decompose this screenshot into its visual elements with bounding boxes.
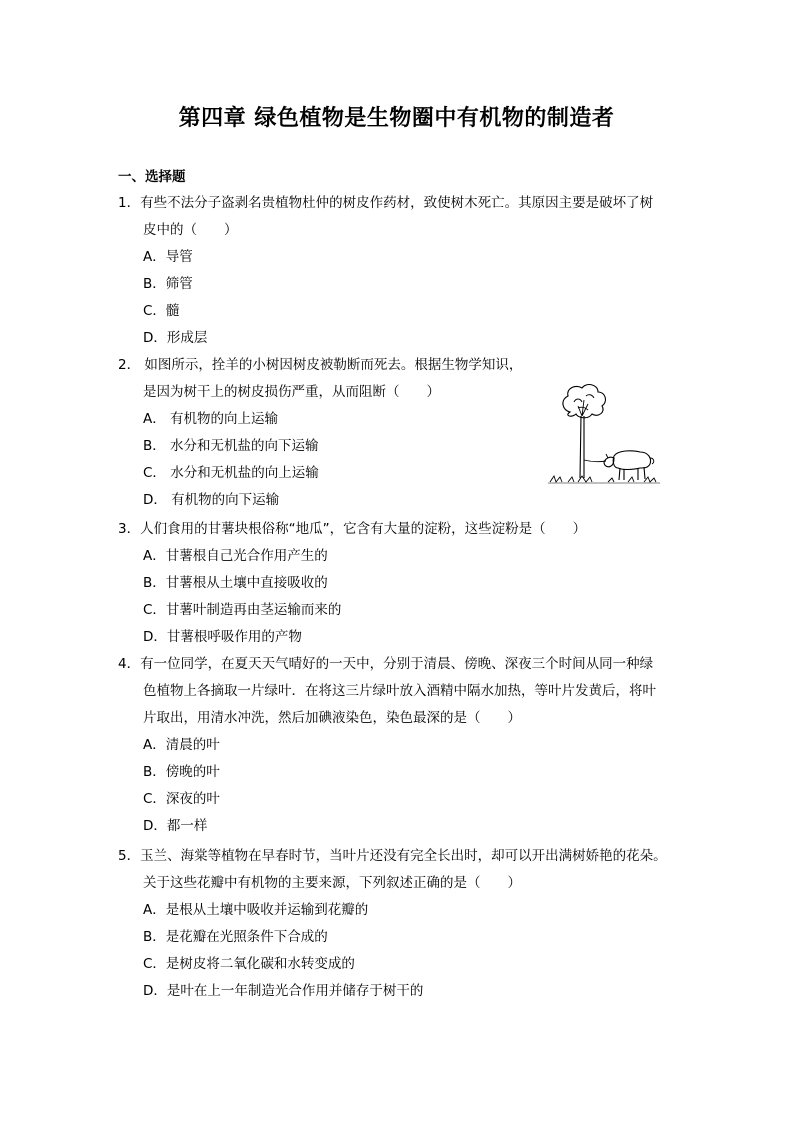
question-5-option-a: A．是根从土壤中吸收并运输到花瓣的 — [143, 902, 369, 918]
question-2-line-1: 2． 如图所示，拴羊的小树因树皮被勒断而死去。根据生物学知识， — [118, 357, 523, 373]
question-4-option-a: A．清晨的叶 — [143, 737, 220, 753]
question-3-option-d: D．甘薯根呼吸作用的产物 — [143, 629, 302, 645]
question-4-option-c: C．深夜的叶 — [143, 791, 220, 807]
question-4-line-2: 色植物上各摘取一片绿叶．在将这三片绿叶放入酒精中隔水加热，等叶片发黄后，将叶 — [143, 683, 656, 699]
question-4-option-d: D．都一样 — [143, 818, 208, 834]
question-1-option-a: A．导管 — [143, 249, 193, 265]
question-3-option-a: A．甘薯根自己光合作用产生的 — [143, 548, 328, 564]
question-1-line-1: 1．有些不法分子盗剥名贵植物杜仲的树皮作药材，致使树木死亡。其原因主要是破坏了树 — [118, 195, 654, 211]
page-title: 第四章 绿色植物是生物圈中有机物的制造者 — [178, 106, 615, 131]
question-4-option-b: B．傍晚的叶 — [143, 764, 220, 780]
question-5-line-2: 关于这些花瓣中有机物的主要来源，下列叙述正确的是（ ） — [143, 875, 521, 891]
question-5-option-b: B．是花瓣在光照条件下合成的 — [143, 929, 328, 945]
question-2-option-a: A． 有机物的向上运输 — [143, 411, 279, 427]
question-5-option-d: D．是叶在上一年制造光合作用并储存于树干的 — [143, 983, 424, 999]
question-1-option-b: B．筛管 — [143, 276, 193, 292]
question-2-line-2: 是因为树干上的树皮损伤严重，从而阻断（ ） — [143, 384, 440, 400]
question-5-option-c: C．是树皮将二氧化碳和水转变成的 — [143, 956, 355, 972]
question-4-line-3: 片取出，用清水冲洗，然后加碘液染色，染色最深的是（ ） — [143, 710, 521, 726]
question-5-line-1: 5．玉兰、海棠等植物在早春时节，当叶片还没有完全长出时，却可以开出满树娇艳的花朵。 — [118, 848, 667, 864]
question-1-line-2: 皮中的（ ） — [143, 222, 238, 238]
question-3-option-c: C．甘薯叶制造再由茎运输而来的 — [143, 602, 342, 618]
question-1-option-d: D．形成层 — [143, 330, 208, 346]
tree-and-sheep-illustration — [548, 382, 660, 488]
question-3-option-b: B．甘薯根从土壤中直接吸收的 — [143, 575, 328, 591]
question-1-option-c: C．髓 — [143, 303, 180, 319]
question-3-line-1: 3．人们食用的甘薯块根俗称“地瓜”，它含有大量的淀粉，这些淀粉是（ ） — [118, 521, 587, 537]
question-2-option-b: B． 水分和无机盐的向下运输 — [143, 438, 319, 454]
section-heading: 一、选择题 — [118, 169, 186, 185]
question-4-line-1: 4．有一位同学，在夏天天气晴好的一天中，分别于清晨、傍晚、深夜三个时间从同一种绿 — [118, 656, 654, 672]
question-2-option-c: C． 水分和无机盐的向上运输 — [143, 465, 319, 481]
question-2-option-d: D． 有机物的向下运输 — [143, 492, 280, 508]
